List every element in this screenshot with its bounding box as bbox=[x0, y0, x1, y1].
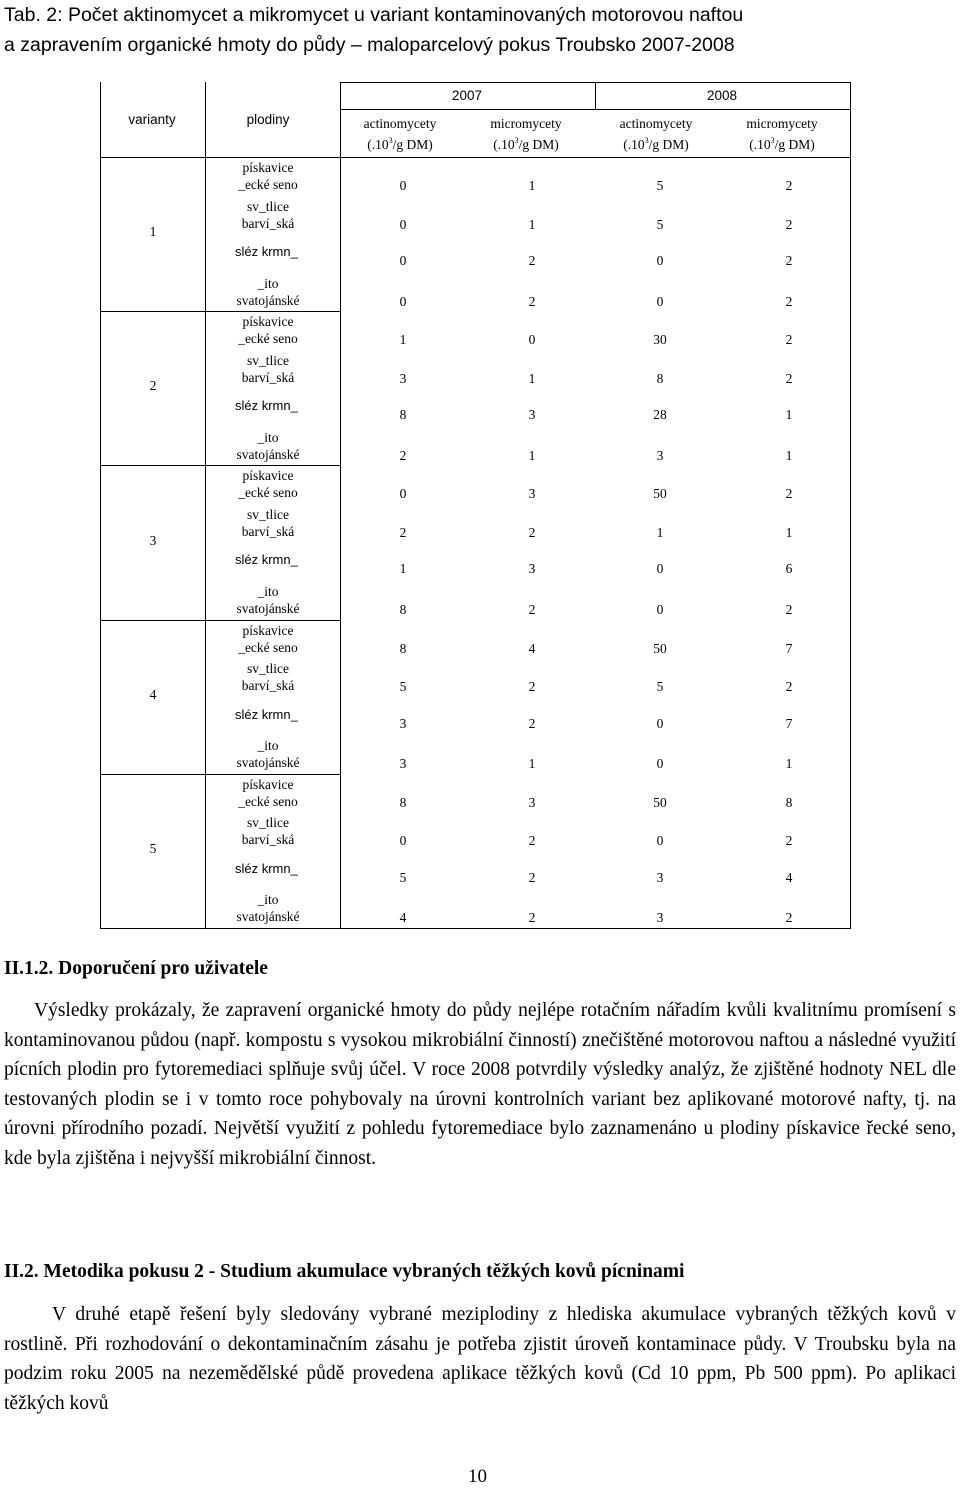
value-cell: 1 bbox=[528, 178, 536, 193]
plant-name-line-1: _ito bbox=[257, 892, 279, 908]
unit-exponent: 3 bbox=[514, 136, 519, 145]
table-border-divider-years bbox=[595, 82, 596, 109]
value-cell: 3 bbox=[399, 715, 407, 731]
value-cell: 2 bbox=[785, 601, 793, 617]
table-border-right bbox=[850, 82, 851, 928]
header-unit bbox=[493, 137, 559, 153]
value-cell: 50 bbox=[653, 640, 667, 656]
value-cell: 0 bbox=[399, 253, 407, 268]
value-cell: 2 bbox=[785, 332, 793, 348]
header-plodiny: plodiny bbox=[246, 112, 290, 127]
group-divider bbox=[100, 311, 340, 312]
variant-number: 4 bbox=[149, 686, 157, 702]
value-cell: 8 bbox=[656, 370, 664, 386]
plant-name-line-2: _ecké seno bbox=[238, 331, 298, 347]
value-cell: 3 bbox=[528, 794, 536, 810]
plant-name-line-1: _ito bbox=[257, 738, 279, 754]
value-cell: 1 bbox=[399, 332, 407, 348]
value-cell: 1 bbox=[785, 447, 793, 463]
plant-name-line-2: _ecké seno bbox=[238, 639, 298, 655]
header-unit bbox=[367, 137, 433, 153]
value-cell: 8 bbox=[399, 601, 407, 617]
plant-name-line-2: barví_ská bbox=[241, 678, 295, 694]
plant-name: sléz krmn_ bbox=[235, 860, 298, 876]
unit-suffix: /g DM) bbox=[774, 137, 815, 152]
value-cell: 5 bbox=[656, 679, 664, 695]
variant-number: 3 bbox=[149, 532, 157, 548]
value-cell: 3 bbox=[399, 756, 407, 772]
value-cell: 2 bbox=[785, 293, 793, 309]
value-cell: 50 bbox=[653, 794, 667, 810]
value-cell: 4 bbox=[399, 910, 407, 926]
unit-exponent: 3 bbox=[644, 136, 649, 145]
value-cell: 5 bbox=[656, 216, 664, 232]
plant-name-line-1: sv_tlice bbox=[247, 506, 289, 522]
unit-prefix: (.10 bbox=[749, 137, 771, 152]
value-cell: 1 bbox=[399, 561, 407, 577]
table-border-bottom bbox=[100, 928, 851, 929]
table-border-divider-data bbox=[340, 82, 341, 928]
plant-name: sléz krmn_ bbox=[235, 552, 298, 568]
value-cell: 7 bbox=[785, 640, 793, 656]
plant-name-line-1: sv_tlice bbox=[247, 352, 289, 368]
value-cell: 0 bbox=[656, 561, 664, 577]
value-cell: 8 bbox=[399, 640, 407, 656]
plant-name: sléz krmn_ bbox=[235, 706, 298, 722]
header-measure: micromycety bbox=[746, 116, 818, 131]
value-cell: 2 bbox=[785, 679, 793, 695]
plant-name-line-2: svatojánské bbox=[236, 909, 300, 925]
value-cell: 3 bbox=[656, 910, 664, 926]
value-cell: 1 bbox=[785, 524, 793, 540]
plant-name-line-2: _ecké seno bbox=[238, 485, 298, 501]
value-cell: 3 bbox=[656, 447, 664, 463]
value-cell: 3 bbox=[528, 561, 536, 577]
value-cell: 2 bbox=[528, 524, 536, 540]
table-border-left bbox=[100, 82, 101, 928]
plant-name-line-2: _ecké seno bbox=[238, 793, 298, 809]
paragraph-doporuceni: Výsledky prokázaly, že zapravení organické hmoty do půdy nejlépe rotačním nářadím kvůli kvalitnímu promísení s kontaminovanou půdou (např. kompostu s vysokou mikrobiální činností) znečištěné motorovou naftou a následné využití pícních plodin pro fytoremediaci splňuje svůj účel. V roce 2008 potvrdily výsledky analýz, že zjištěné hodnoty NEL dle testovaných plodin se i v tomto roce pohybovaly na úrovni kontrolních variant bez aplikované motorové nafty, tj. na úrovni přírodního pozadí. Největší využití z pohledu fytoremediace bylo zaznamenáno u plodiny pískavice řecké seno, kde byla zjištěna i nejvyšší mikrobiální činnost. bbox=[4, 1000, 956, 1169]
section-heading-doporuceni: II.1.2. Doporučení pro uživatele bbox=[4, 958, 268, 979]
header-unit bbox=[623, 137, 689, 153]
value-cell: 2 bbox=[785, 833, 793, 849]
header-varianty: varianty bbox=[128, 112, 176, 127]
plant-name-line-1: sv_tlice bbox=[247, 661, 289, 677]
section-heading-metodika: II.2. Metodika pokusu 2 - Studium akumulace vybraných těžkých kovů pícninami bbox=[4, 1261, 685, 1282]
unit-prefix: (.10 bbox=[493, 137, 515, 152]
value-cell: 2 bbox=[528, 833, 536, 849]
value-cell: 1 bbox=[656, 524, 664, 540]
variant-number: 1 bbox=[149, 224, 157, 240]
value-cell: 1 bbox=[785, 756, 793, 772]
value-cell: 2 bbox=[785, 178, 793, 193]
value-cell: 2 bbox=[528, 293, 536, 309]
value-cell: 0 bbox=[399, 486, 407, 502]
value-cell: 2 bbox=[785, 253, 793, 268]
plant-name-line-1: sv_tlice bbox=[247, 198, 289, 214]
value-cell: 8 bbox=[785, 794, 793, 810]
value-cell: 5 bbox=[399, 869, 407, 885]
value-cell: 0 bbox=[656, 253, 664, 268]
paragraph-metodika: V druhé etapě řešení byly sledovány vybrané meziplodiny z hlediska akumulace vybraných těžkých kovů v rostlině. Při rozhodování o dekontaminačním zásahu je potřeba zjistit úroveň kontaminace půdy. V Troubsku byla na podzim roku 2005 na nezemědělské půdě provedena aplikace těžkých kovů (Cd 10 ppm, Pb 500 ppm). Po aplikaci těžkých kovů bbox=[4, 1304, 956, 1414]
table-caption bbox=[4, 0, 954, 60]
value-cell: 3 bbox=[528, 407, 536, 423]
unit-suffix: /g DM) bbox=[392, 137, 433, 152]
value-cell: 1 bbox=[528, 447, 536, 463]
header-unit bbox=[749, 137, 815, 153]
plant-name-line-1: pískavice bbox=[242, 776, 294, 792]
plant-name-line-1: pískavice bbox=[242, 160, 294, 175]
header-year-2008: 2008 bbox=[706, 88, 738, 103]
value-cell: 8 bbox=[399, 794, 407, 810]
plant-name-line-2: _ecké seno bbox=[238, 177, 298, 192]
plant-name-line-2: svatojánské bbox=[236, 292, 300, 308]
header-measure: actinomycety bbox=[363, 116, 437, 131]
plant-name-line-1: _ito bbox=[257, 583, 279, 599]
value-cell: 1 bbox=[785, 407, 793, 423]
plant-name-line-2: svatojánské bbox=[236, 755, 300, 771]
plant-name-line-2: barví_ská bbox=[241, 369, 295, 385]
unit-prefix: (.10 bbox=[623, 137, 645, 152]
value-cell: 2 bbox=[399, 447, 407, 463]
header-measure: actinomycety bbox=[619, 116, 693, 131]
header-measure: micromycety bbox=[490, 116, 562, 131]
value-cell: 2 bbox=[399, 524, 407, 540]
value-cell: 3 bbox=[399, 370, 407, 386]
value-cell: 7 bbox=[785, 715, 793, 731]
value-cell: 2 bbox=[785, 370, 793, 386]
value-cell: 0 bbox=[656, 833, 664, 849]
page-number: 10 bbox=[468, 1466, 487, 1487]
value-cell: 0 bbox=[656, 715, 664, 731]
plant-name-line-2: barví_ská bbox=[241, 215, 295, 231]
plant-name-line-2: barví_ská bbox=[241, 832, 295, 848]
variant-number: 2 bbox=[149, 378, 157, 394]
unit-suffix: /g DM) bbox=[648, 137, 689, 152]
header-year-2007: 2007 bbox=[451, 88, 483, 103]
value-cell: 1 bbox=[528, 756, 536, 772]
plant-name-line-2: barví_ská bbox=[241, 523, 295, 539]
group-divider bbox=[100, 620, 340, 621]
value-cell: 1 bbox=[528, 216, 536, 232]
value-cell: 2 bbox=[528, 869, 536, 885]
unit-suffix: /g DM) bbox=[518, 137, 559, 152]
value-cell: 0 bbox=[399, 833, 407, 849]
table-border-under-header bbox=[100, 157, 851, 158]
value-cell: 2 bbox=[528, 601, 536, 617]
value-cell: 0 bbox=[656, 293, 664, 309]
table-caption-line-1: Tab. 2: Počet aktinomycet a mikromycet u variant kontaminovaných motorovou naftou bbox=[4, 4, 744, 26]
value-cell: 0 bbox=[528, 332, 536, 348]
plant-name-line-1: sv_tlice bbox=[247, 815, 289, 831]
unit-prefix: (.10 bbox=[367, 137, 389, 152]
table-border-divider-plodiny bbox=[205, 82, 206, 928]
value-cell: 0 bbox=[399, 178, 407, 193]
value-cell: 4 bbox=[785, 869, 793, 885]
value-cell: 2 bbox=[785, 486, 793, 502]
plant-name-line-1: _ito bbox=[257, 275, 279, 291]
plant-name-line-2: svatojánské bbox=[236, 446, 300, 462]
table-border-under-years bbox=[340, 109, 851, 110]
plant-name: sléz krmn_ bbox=[235, 398, 298, 414]
value-cell: 2 bbox=[528, 679, 536, 695]
plant-name: sléz krmn_ bbox=[235, 244, 298, 259]
plant-name-line-1: pískavice bbox=[242, 314, 294, 330]
unit-exponent: 3 bbox=[770, 136, 775, 145]
value-cell: 1 bbox=[528, 370, 536, 386]
unit-exponent: 3 bbox=[388, 136, 393, 145]
value-cell: 0 bbox=[656, 601, 664, 617]
value-cell: 2 bbox=[528, 715, 536, 731]
value-cell: 2 bbox=[785, 216, 793, 232]
value-cell: 2 bbox=[785, 910, 793, 926]
value-cell: 2 bbox=[528, 253, 536, 268]
plant-name-line-1: pískavice bbox=[242, 622, 294, 638]
value-cell: 5 bbox=[399, 679, 407, 695]
value-cell: 0 bbox=[656, 756, 664, 772]
plant-name-line-2: svatojánské bbox=[236, 600, 300, 616]
value-cell: 6 bbox=[785, 561, 793, 577]
variant-number: 5 bbox=[149, 840, 157, 856]
value-cell: 3 bbox=[656, 869, 664, 885]
table-caption-line-2: a zapravením organické hmoty do půdy – maloparcelový pokus Troubsko 2007-2008 bbox=[4, 34, 735, 56]
value-cell: 5 bbox=[656, 178, 664, 193]
value-cell: 28 bbox=[653, 407, 667, 423]
table-border-top-years bbox=[340, 82, 851, 83]
group-divider bbox=[100, 465, 340, 466]
value-cell: 3 bbox=[528, 486, 536, 502]
value-cell: 0 bbox=[399, 216, 407, 232]
plant-name-line-1: pískavice bbox=[242, 468, 294, 484]
value-cell: 2 bbox=[528, 910, 536, 926]
value-cell: 30 bbox=[653, 332, 667, 348]
value-cell: 0 bbox=[399, 293, 407, 309]
value-cell: 8 bbox=[399, 407, 407, 423]
plant-name-line-1: _ito bbox=[257, 429, 279, 445]
value-cell: 4 bbox=[528, 640, 536, 656]
value-cell: 50 bbox=[653, 486, 667, 502]
group-divider bbox=[100, 774, 340, 775]
